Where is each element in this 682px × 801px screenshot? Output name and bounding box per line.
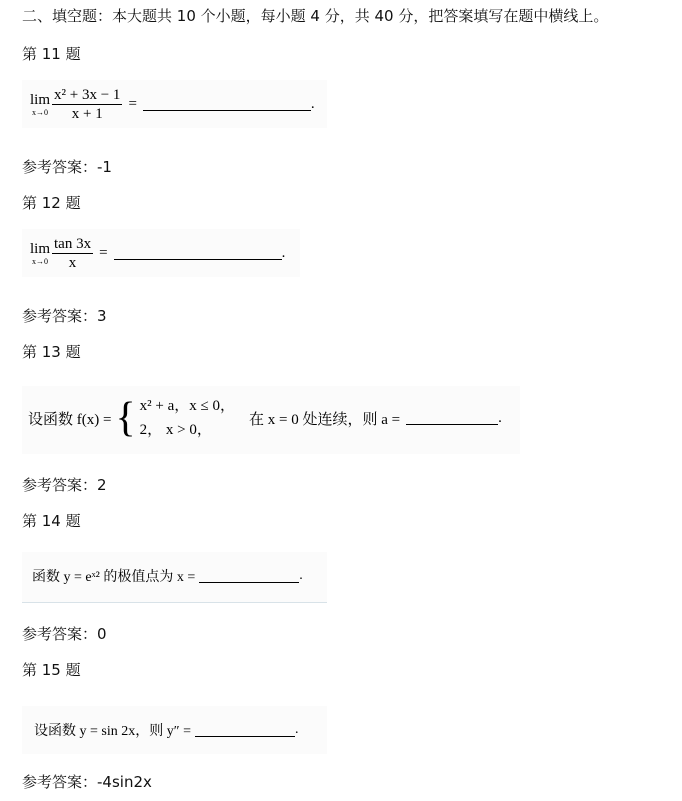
left-brace: { [115, 395, 136, 441]
question-15-label: 第 15 题 [22, 661, 81, 679]
question-13-answer: 参考答案：2 [22, 476, 107, 494]
limit-fraction [52, 86, 122, 123]
question-15-answer: 参考答案：-4sin2x [22, 773, 152, 791]
piecewise-case-2: 2， x > 0， [139, 422, 212, 438]
derivative-question: 设函数 y = sin 2x，则 y″ = [34, 724, 191, 739]
period: . [498, 409, 502, 426]
question-14-label: 第 14 题 [22, 512, 81, 530]
question-13-label: 第 13 题 [22, 343, 81, 361]
fraction-denominator: x [68, 255, 77, 271]
period: . [281, 245, 286, 261]
period: . [299, 568, 303, 583]
period: . [294, 722, 299, 737]
fraction-denominator: x + 1 [71, 106, 103, 122]
question-11-label: 第 11 题 [22, 45, 81, 63]
fraction-numerator: tan 3x [54, 236, 92, 252]
question-14-formula-image [22, 552, 327, 603]
lim-operator: lim x→0 [30, 92, 51, 117]
continuity-condition: 在 x = 0 处连续，则 a = [248, 411, 401, 428]
answer-blank [199, 570, 299, 583]
question-12-label: 第 12 题 [22, 194, 81, 212]
period: . [310, 96, 315, 112]
question-11-answer: 参考答案：-1 [22, 158, 112, 176]
piecewise-case-1: x² + a，x ≤ 0， [139, 398, 235, 414]
answer-blank [195, 724, 295, 737]
question-12-answer: 参考答案：3 [22, 307, 107, 325]
question-13-formula-image [22, 386, 520, 454]
question-11-formula-image [22, 80, 327, 128]
lim-operator: lim x→0 [30, 241, 51, 266]
question-12-formula-image [22, 229, 300, 277]
equals-sign: = [99, 245, 108, 261]
answer-blank [406, 412, 498, 425]
answer-blank [114, 247, 282, 260]
fraction-numerator: x² + 3x − 1 [54, 87, 121, 103]
equals-sign: = [128, 96, 137, 112]
question-14-answer: 参考答案：0 [22, 625, 107, 643]
extremum-question: 函数 y = eˣ² 的极值点为 x = [32, 570, 196, 585]
answer-blank [143, 98, 311, 111]
section-header: 二、填空题：本大题共 10 个小题，每小题 4 分，共 40 分，把答案填写在题中横线上。 [22, 7, 609, 25]
limit-fraction [52, 235, 93, 272]
question-15-formula-image [22, 706, 327, 754]
function-lead: 设函数 f(x) = [28, 411, 112, 428]
